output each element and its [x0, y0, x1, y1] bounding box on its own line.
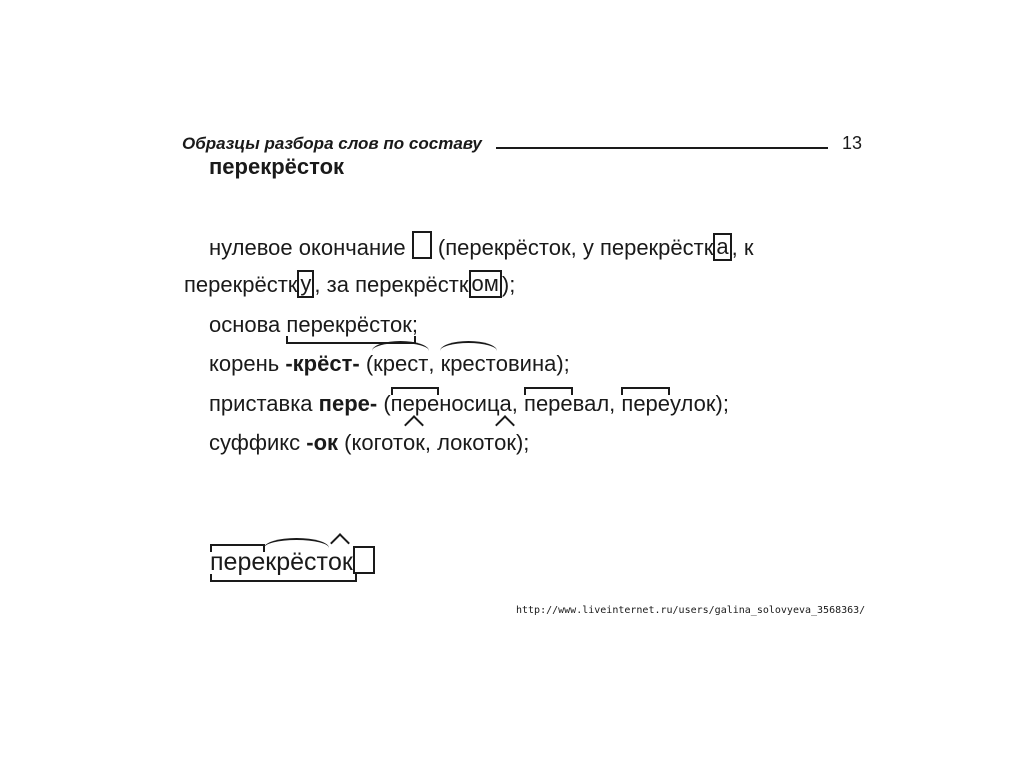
ending-example-text: , за перекрёстк	[314, 272, 469, 297]
header-rule	[496, 147, 828, 149]
prefix-mark: пере	[391, 389, 440, 419]
root-mark: крест	[373, 349, 428, 379]
header-title: Образцы разбора слов по составу	[182, 134, 482, 153]
line-prefix	[209, 389, 729, 419]
prefix-label: приставка	[209, 391, 313, 416]
root-example-text: ,	[428, 351, 435, 376]
prefix-mark: пере	[524, 389, 573, 419]
prefix-example-text: вал,	[572, 391, 616, 416]
stem-word: перекрёсток	[286, 310, 411, 340]
line-suffix	[209, 428, 529, 458]
prefix-mark: пере	[621, 389, 670, 419]
line-root	[209, 349, 570, 379]
page-number: 13	[841, 133, 862, 153]
ending-box: а	[713, 233, 731, 261]
ending-example-text: , к	[731, 235, 754, 260]
root-label: корень	[209, 351, 280, 376]
prefix-example-text: носица,	[439, 391, 518, 416]
stem-punct: ;	[411, 312, 418, 337]
suffix-example-text: , локот	[424, 430, 495, 455]
diagram-prefix: пере	[210, 548, 266, 576]
suffix-mark: ок	[403, 428, 425, 458]
prefix-morpheme: пере-	[318, 391, 378, 416]
prefix-example-text: улок);	[670, 391, 729, 416]
ending-example-text: (перекрёсток, у перекрёстк	[437, 235, 714, 260]
root-mark: крест	[441, 349, 496, 379]
page-header	[182, 124, 862, 154]
line-ending-cont	[184, 270, 515, 300]
diagram-null-ending	[353, 546, 375, 574]
ending-box: у	[297, 270, 314, 298]
ending-example-text: перекрёстк	[184, 272, 298, 297]
suffix-example-text: );	[515, 430, 530, 455]
root-morpheme: -крёст-	[285, 351, 360, 376]
morpheme-diagram	[210, 546, 375, 578]
line-ending	[209, 231, 753, 261]
analyzed-word: перекрёсток	[209, 154, 345, 179]
source-url: http://www.liveinternet.ru/users/galina_solovyeva_3568363/	[516, 605, 866, 616]
diagram-suffix: ок	[327, 548, 353, 576]
diagram-root: крёст	[265, 548, 328, 576]
prefix-example-text: (	[383, 391, 391, 416]
null-ending-box	[412, 231, 432, 259]
ending-label: нулевое окончание	[209, 235, 406, 260]
stem-label: основа	[209, 312, 281, 337]
root-example-text: (	[365, 351, 374, 376]
suffix-mark: ок	[494, 428, 516, 458]
ending-example-text: );	[501, 272, 516, 297]
suffix-example-text: (когот	[344, 430, 403, 455]
suffix-label: суффикс	[209, 430, 301, 455]
line-stem	[209, 310, 418, 340]
suffix-morpheme: -ок	[306, 430, 339, 455]
diagram-stem	[210, 546, 353, 578]
root-example-text: овина);	[495, 351, 570, 376]
ending-box: ом	[469, 270, 502, 298]
